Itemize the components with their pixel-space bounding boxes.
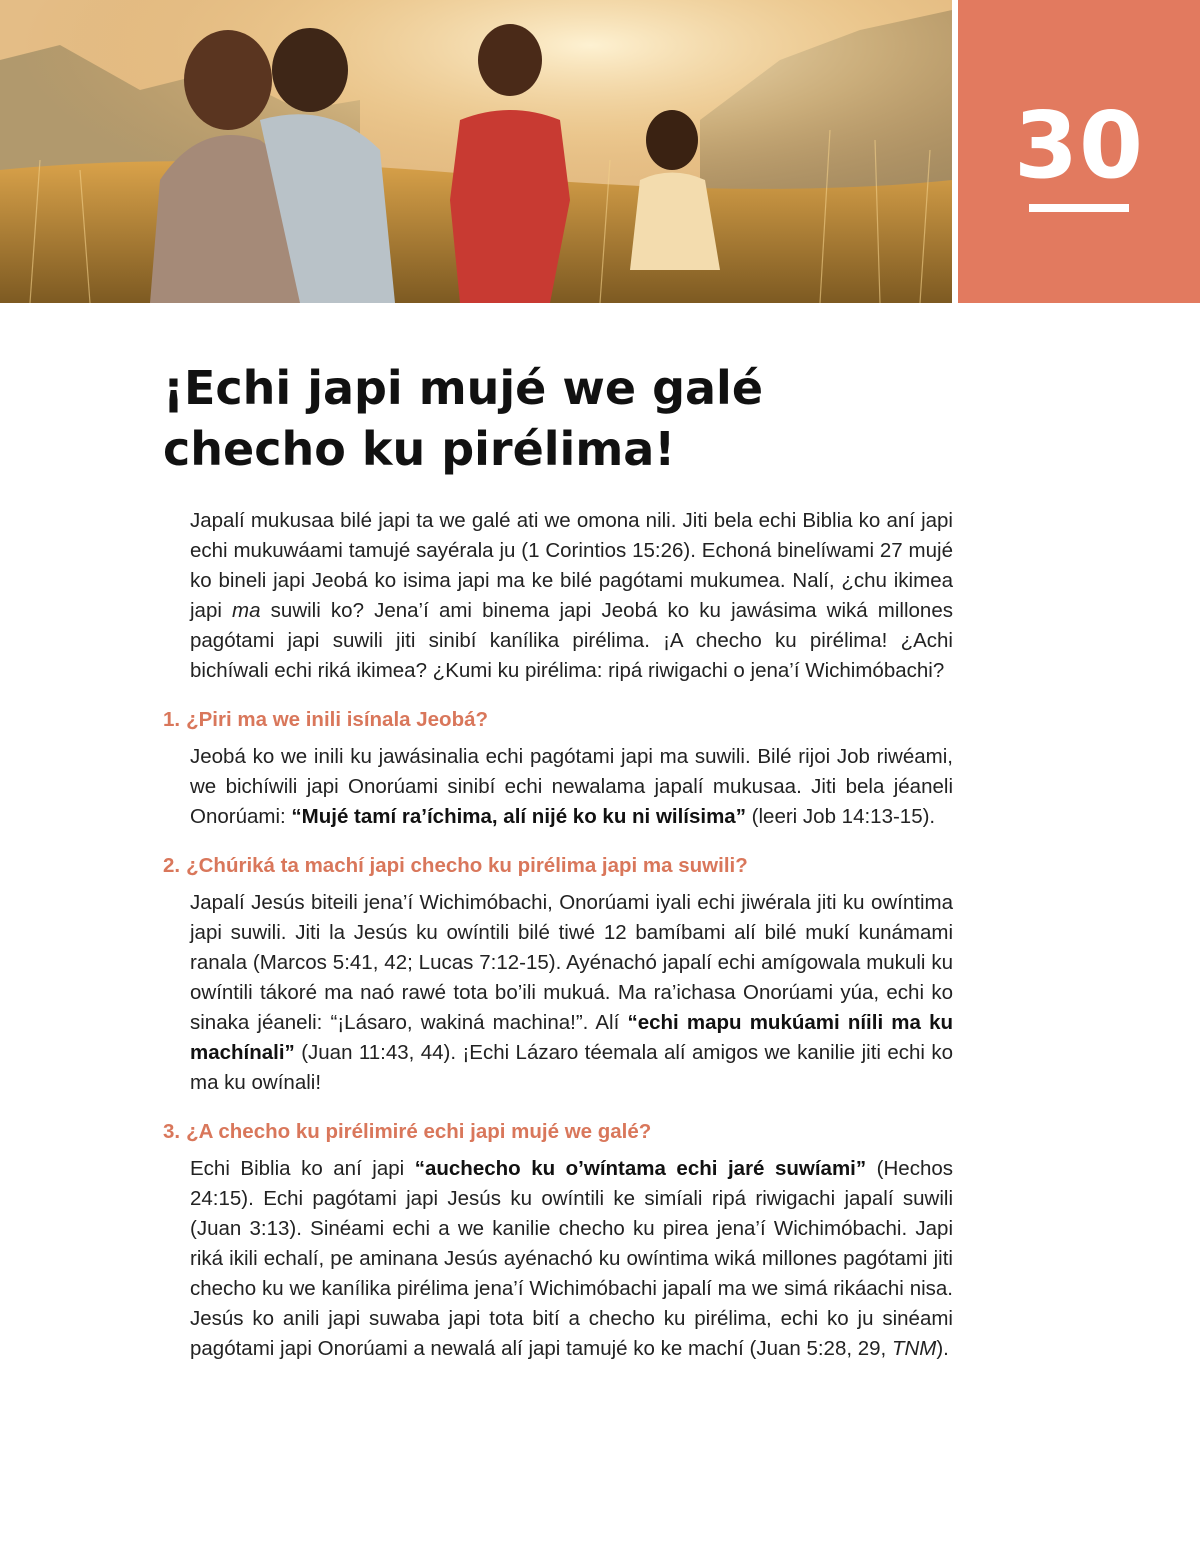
- answer-3-paragraph: [190, 1154, 953, 1364]
- answer-3-bold-quote: “auchecho ku o’wíntama echi jaré suwíami”: [414, 1157, 867, 1180]
- question-3-number: 3.: [163, 1120, 181, 1143]
- intro-text-1: Japalí mukusaa bilé japi ta we galé ati we omona nili. Jiti bela echi Biblia ko aní japi echi mukuwáami tamujé sayérala ju (1 Corintios 15:26). Echoná binelíwami 27 mujé ko bineli japi Jeobá ko isima japi ma ke bilé pagótami mukumea. Nalí, ¿chu ikimea japi: [190, 509, 953, 622]
- answer-3-italic: TNM: [891, 1337, 937, 1360]
- hero-photo: [0, 0, 952, 303]
- family-meadow-illustration: [0, 0, 952, 303]
- question-1-number: 1.: [163, 708, 181, 731]
- answer-2-bold-quote: “echi mapu mukúami níili ma ku machínali”: [190, 1011, 953, 1064]
- question-1-heading: [163, 706, 953, 734]
- lesson-number: 30: [1013, 92, 1145, 199]
- intro-italic: ma: [232, 599, 261, 622]
- answer-3-text-2: (Hechos 24:15). Echi pagótami japi Jesús ku owíntili ke simíali ripá riwigachi japalí suwili (Juan 3:13). Sinéami echi a we kanilie checho ku pirea jena’í Wichimóbachi. Japi riká ikili echalí, pe aminana Jesús ayénachó ku owíntima wiká millones pagótami jiti checho ku we kanílika pirélima jena’í Wichimóbachi japalí ma we simá rikáachi nisa. Jesús ko anili japi suwaba japi tota bití a checho ku pirélima, echi ko ju sinéami pagótami japi Onorúami a newalá alí japi tamujé ko ke machí (Juan 5:28, 29,: [190, 1157, 954, 1360]
- answer-1-text-1: Jeobá ko we inili ku jawásinalia echi pagótami japi ma suwili. Bilé rijoi Job riwéami, we bichíwili japi Onorúami sinibí echi newalama japalí mukusaa. Jiti bela jéaneli Onorúami:: [190, 745, 953, 828]
- intro-text-2: suwili ko? Jena’í ami binema japi Jeobá ko ku jawásima wiká millones pagótami japi suwili jiti sinibí kanílika pirélima. ¡A checho ku pirélima! ¿Achi bichíwali echi riká ikimea? ¿Kumi ku pirélima: ripá riwigachi o jena’í Wichimóbachi?: [190, 599, 953, 682]
- question-1-text: ¿Piri ma we inili isínala Jeobá?: [186, 708, 489, 731]
- lesson-number-badge: [958, 0, 1200, 303]
- question-3-text: ¿A checho ku pirélimiré echi japi mujé we galé?: [186, 1120, 652, 1143]
- question-2-heading: [163, 852, 953, 880]
- intro-paragraph: [190, 506, 953, 686]
- question-2-text: ¿Chúriká ta machí japi checho ku pirélima japi ma suwili?: [186, 854, 748, 877]
- question-2-number: 2.: [163, 854, 181, 877]
- answer-1-paragraph: [190, 742, 953, 832]
- answer-3-text-1: Echi Biblia ko aní japi: [190, 1157, 415, 1180]
- answer-2-text-1: Japalí Jesús biteili jena’í Wichimóbachi, Onorúami iyali echi jiwérala jiti ku owíntima japi suwili. Jiti la Jesús ku owíntili bilé tiwé 12 bamíbami alí bilé mukí kunámami ranala (Marcos 5:41, 42; Lucas 7:12-15). Ayénachó japalí echi amígowala mukuli ku owíntili tákoré ma naó rawé tota bo’ili mukuá. Ma ra’ichasa Onorúami yúa, echi ko sinaka jéaneli: “¡Lásaro, wakiná machina!”. Alí: [190, 891, 953, 1034]
- lesson-number-underline: [1029, 204, 1129, 212]
- answer-1-text-2: (leeri Job 14:13-15).: [745, 805, 936, 828]
- answer-2-text-2: (Juan 11:43, 44). ¡Echi Lázaro téemala alí amigos we kanilie jiti echi ko ma ku owínali!: [190, 1041, 953, 1094]
- page-title: ¡Echi japi mujé we galé checho ku pirélima!: [163, 361, 764, 476]
- question-3-heading: [163, 1118, 953, 1146]
- answer-3-text-3: ).: [936, 1337, 949, 1360]
- lesson-body: [163, 506, 953, 1364]
- answer-2-paragraph: [190, 888, 953, 1098]
- answer-1-bold-quote: “Mujé tamí ra’íchima, alí nijé ko ku ni wilísima”: [291, 805, 746, 828]
